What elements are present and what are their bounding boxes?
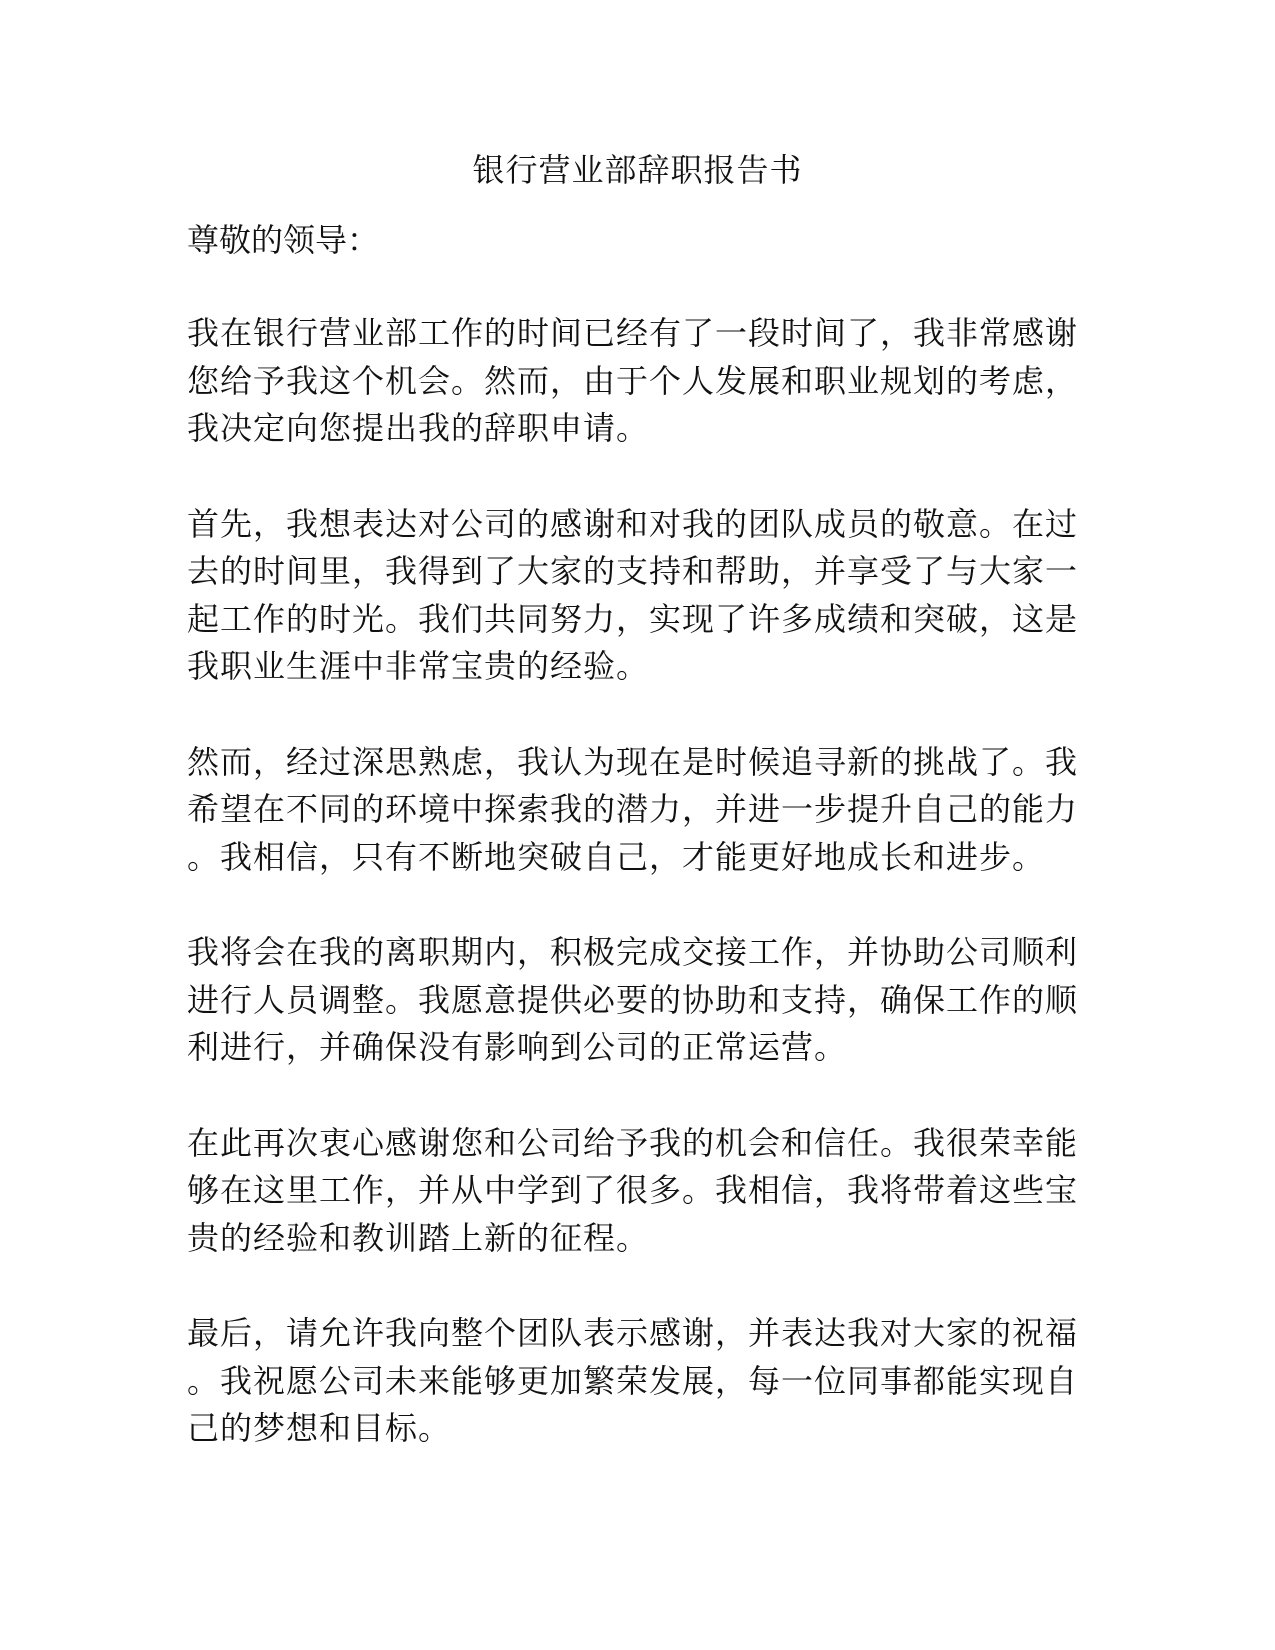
text-line: 我职业生涯中非常宝贵的经验。	[187, 647, 650, 685]
text-line: 我在银行营业部工作的时间已经有了一段时间了，我非常感谢	[187, 314, 1079, 352]
text-line: 您给予我这个机会。然而，由于个人发展和职业规划的考虑，	[187, 361, 1079, 400]
paragraph-1	[187, 310, 1087, 453]
text-line: 够在这里工作，并从中学到了很多。我相信，我将带着这些宝	[187, 1171, 1079, 1209]
text-line: 我将会在我的离职期内，积极完成交接工作，并协助公司顺利	[187, 933, 1079, 971]
text-line: 我决定向您提出我的辞职申请。	[187, 409, 650, 447]
paragraph-2	[187, 501, 1087, 691]
text-line: 贵的经验和教训踏上新的征程。	[187, 1218, 650, 1257]
text-line: 进行人员调整。我愿意提供必要的协助和支持，确保工作的顺	[187, 980, 1079, 1019]
text-line: 己的梦想和目标。	[187, 1409, 452, 1447]
paragraph-3	[187, 739, 1087, 882]
text-line: 首先，我想表达对公司的感谢和对我的团队成员的敬意。在过	[187, 504, 1079, 543]
text-line: 最后，请允许我向整个团队表示感谢，并表达我对大家的祝福	[187, 1314, 1079, 1352]
text-line: 起工作的时光。我们共同努力，实现了许多成绩和突破，这是	[187, 599, 1079, 638]
text-line: 利进行，并确保没有影响到公司的正常运营。	[187, 1028, 848, 1066]
document-body	[187, 310, 1087, 1501]
text-line: 。我相信，只有不断地突破自己，才能更好地成长和进步。	[187, 837, 1046, 876]
paragraph-6	[187, 1310, 1087, 1453]
text-line: 。我祝愿公司未来能够更加繁荣发展，每一位同事都能实现自	[187, 1361, 1079, 1400]
salutation: 尊敬的领导：	[187, 221, 380, 259]
paragraph-5	[187, 1120, 1087, 1263]
paragraph-4	[187, 929, 1087, 1072]
text-line: 去的时间里，我得到了大家的支持和帮助，并享受了与大家一	[187, 552, 1079, 590]
text-line: 在此再次衷心感谢您和公司给予我的机会和信任。我很荣幸能	[187, 1123, 1079, 1162]
text-line: 希望在不同的环境中探索我的潜力，并进一步提升自己的能力	[187, 790, 1079, 828]
text-line: 然而，经过深思熟虑，我认为现在是时候追寻新的挑战了。我	[187, 742, 1079, 781]
document-title: 银行营业部辞职报告书	[472, 151, 803, 189]
